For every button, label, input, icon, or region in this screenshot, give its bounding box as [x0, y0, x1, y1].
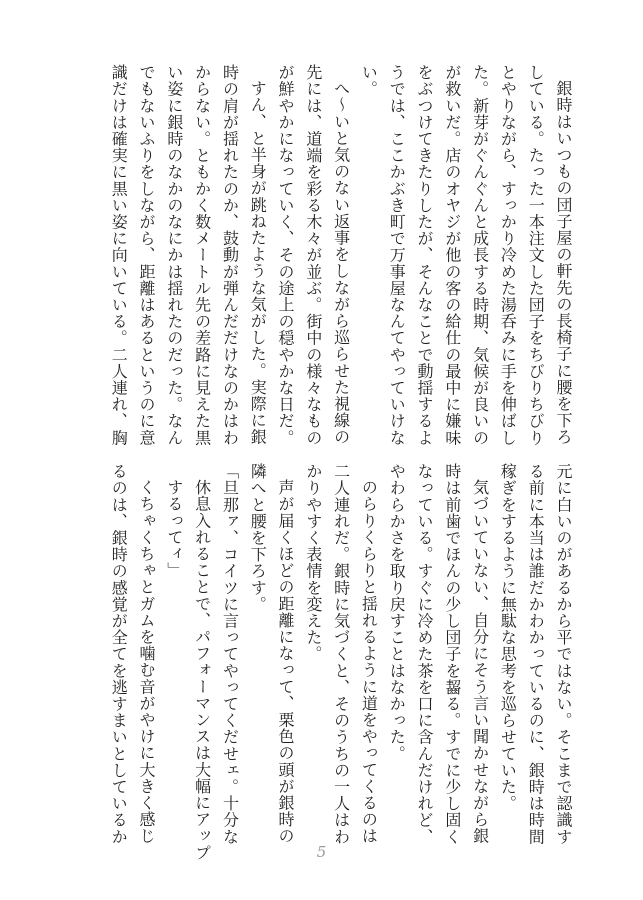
- text-line: でもないふりをしながら、距離はあるというのに意: [137, 64, 157, 446]
- text-line: た。新芽がぐんぐんと成長する時期、気候が良いの: [470, 64, 490, 446]
- text-line: やわらかさを取り戻すことはなかった。: [387, 463, 407, 762]
- text-line: 「旦那ァ、コイツに言ってやってくだせェ。十分な: [220, 463, 240, 845]
- text-line: 休息入れることで、パフォーマンスは大幅にアップ: [192, 479, 212, 861]
- text-line: かりやすく表情を変えた。: [303, 463, 323, 663]
- text-line: 隣へと腰を下ろす。: [248, 463, 268, 613]
- text-line: い。: [359, 64, 379, 98]
- text-line: が鮮やかになっていく、その途上の穏やかな日だ。: [276, 64, 296, 446]
- text-line: 声が届くほどの距離になって、栗色の頭が銀時の: [276, 479, 296, 845]
- text-line: へ～いと気のない返事をしながら巡らせた視線の: [331, 80, 351, 446]
- text-line: るのは、銀時の感覚が全てを逃すまいとしているか: [109, 463, 129, 845]
- text-line: 稼ぎをするように無駄な思考を巡らせていた。: [498, 463, 518, 812]
- page-number: 5: [316, 843, 327, 861]
- text-line: い姿に銀時のなかのなにかは揺れたのだった。なん: [164, 64, 184, 446]
- text-line: 気づいていない、自分にそう言い聞かせながら銀: [470, 479, 490, 845]
- text-line: なっている。すぐに冷めた茶を口に含んだけれど、: [415, 463, 435, 845]
- text-line: る前に本当は誰だかわかっているのに、銀時は時間: [526, 463, 546, 845]
- text-line: 時の肩が揺れたのか、鼓動が弾んだだけなのかはわ: [220, 64, 240, 446]
- text-line: くちゃくちゃとガムを噛む音がやけに大きく感じ: [137, 479, 157, 845]
- text-line: すん、と半身が跳ねたような気がした。実際に銀: [248, 80, 268, 446]
- text-line: 銀時はいつもの団子屋の軒先の長椅子に腰を下ろ: [554, 80, 573, 446]
- text-block-top: [104, 64, 577, 446]
- text-line: が救いだ。店のオヤジが他の客の給仕の最中に嫌味: [442, 64, 462, 446]
- text-line: 元に白いのがあるから平ではない。そこまで認識す: [554, 463, 573, 845]
- text-line: 時は前歯でほんの少し団子を齧る。すでに少し固く: [442, 463, 462, 845]
- text-line: 二人連れだ。銀時に気づくと、そのうちの一人はわ: [331, 463, 351, 845]
- text-line: するってィ」: [164, 479, 184, 579]
- text-line: している。たった一本注文した団子をちびりちびり: [526, 64, 546, 446]
- text-line: 先には、道端を彩る木々が並ぶ。街中の様々なもの: [303, 64, 323, 446]
- text-line: からない。ともかく数メートル先の差路に見えた黒: [192, 64, 212, 446]
- text-block-bottom: [104, 463, 577, 861]
- text-line: 識だけは確実に黒い姿に向いている。二人連れ、胸: [109, 64, 129, 446]
- text-line: とやりながら、すっかり冷めた湯呑みに手を伸ばし: [498, 64, 518, 446]
- text-line: のらりくらりと揺れるように道をやってくるのは: [359, 479, 379, 845]
- text-line: をぶつけてきたりしたが、そんなことで動揺するよ: [415, 64, 435, 446]
- text-line: うでは、ここかぶき町で万事屋なんてやっていけな: [387, 64, 407, 446]
